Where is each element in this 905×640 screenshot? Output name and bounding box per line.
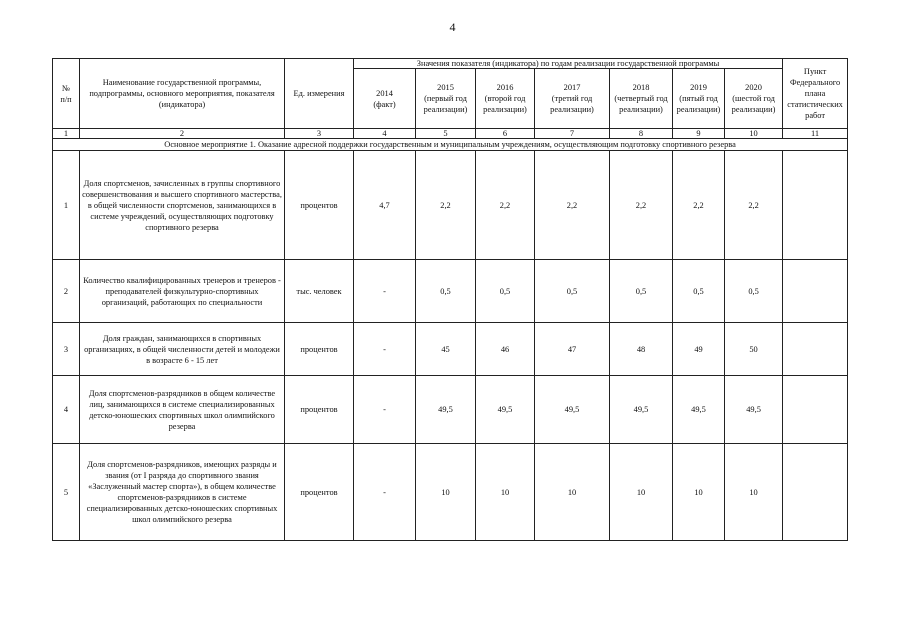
row-fed-plan [783, 151, 848, 260]
header-year: 2019 (пятый год реализации) [673, 69, 725, 129]
header-year: 2016 (второй год реализации) [476, 69, 535, 129]
row-value: 49,5 [535, 376, 610, 444]
header-year: 2018 (четвертый год реализации) [610, 69, 673, 129]
column-number: 7 [535, 129, 610, 139]
row-value: 2,2 [416, 151, 476, 260]
column-number: 11 [783, 129, 848, 139]
row-value: 49,5 [610, 376, 673, 444]
row-value: 0,5 [535, 260, 610, 323]
row-value: 50 [725, 323, 783, 376]
row-value: 49,5 [673, 376, 725, 444]
row-indicator-name: Доля спортсменов, зачисленных в группы спортивного совершенствования и высшего спортивного мастерства, в общей численности спортсменов, занимающихся в системе учреждений, осуществляющих подготовку спортивного резерва [80, 151, 285, 260]
row-value: 49 [673, 323, 725, 376]
row-num: 5 [53, 444, 80, 541]
row-value: 10 [535, 444, 610, 541]
column-number: 5 [416, 129, 476, 139]
column-number: 10 [725, 129, 783, 139]
row-fed-plan [783, 444, 848, 541]
table-row [53, 444, 848, 541]
row-num: 4 [53, 376, 80, 444]
header-year: 2015 (первый год реализации) [416, 69, 476, 129]
header-num: № п/п [53, 59, 80, 129]
header-year: 2014 (факт) [354, 69, 416, 129]
row-unit: процентов [285, 323, 354, 376]
row-num: 3 [53, 323, 80, 376]
row-value: 10 [416, 444, 476, 541]
row-value: 0,5 [610, 260, 673, 323]
row-num: 2 [53, 260, 80, 323]
row-value: - [354, 376, 416, 444]
table-row [53, 323, 848, 376]
row-value: 0,5 [673, 260, 725, 323]
row-unit: процентов [285, 376, 354, 444]
section-row [53, 139, 848, 151]
row-value: 46 [476, 323, 535, 376]
column-number: 2 [80, 129, 285, 139]
indicators-table [52, 58, 848, 541]
row-value: 10 [610, 444, 673, 541]
row-value: 0,5 [476, 260, 535, 323]
row-unit: тыс. человек [285, 260, 354, 323]
header-unit: Ед. измерения [285, 59, 354, 129]
row-unit: процентов [285, 444, 354, 541]
row-num: 1 [53, 151, 80, 260]
row-value: 2,2 [610, 151, 673, 260]
page-number: 4 [449, 20, 456, 34]
row-value: 47 [535, 323, 610, 376]
header-values-group: Значения показателя (индикатора) по годам реализации государственной программы [354, 59, 783, 69]
column-number: 4 [354, 129, 416, 139]
row-value: 4,7 [354, 151, 416, 260]
row-value: 2,2 [673, 151, 725, 260]
header-year: 2017 (третий год реализации) [535, 69, 610, 129]
column-number: 1 [53, 129, 80, 139]
row-value: 49,5 [416, 376, 476, 444]
row-indicator-name: Доля спортсменов-разрядников в общем количестве лиц, занимающихся в системе специализированных детско-юношеских спортивных школ олимпийского резерва [80, 376, 285, 444]
row-value: - [354, 323, 416, 376]
table-row [53, 260, 848, 323]
table-row [53, 376, 848, 444]
row-value: 0,5 [416, 260, 476, 323]
row-value: - [354, 444, 416, 541]
column-number: 3 [285, 129, 354, 139]
row-indicator-name: Доля спортсменов-разрядников, имеющих разряды и звания (от I разряда до спортивного звания «Заслуженный мастер спорта»), в общем количестве спортсменов-разрядников в системе специализированных детско-юношеских спортивных школ олимпийского резерва [80, 444, 285, 541]
row-value: 0,5 [725, 260, 783, 323]
section-title: Основное мероприятие 1. Оказание адресной поддержки государственным и муниципальным учреждениям, осуществляющим подготовку спортивного резерва [53, 139, 848, 151]
column-number: 9 [673, 129, 725, 139]
header-year: 2020 (шестой год реализации) [725, 69, 783, 129]
row-value: 10 [725, 444, 783, 541]
column-number: 8 [610, 129, 673, 139]
row-fed-plan [783, 260, 848, 323]
row-value: 10 [673, 444, 725, 541]
row-indicator-name: Доля граждан, занимающихся в спортивных организациях, в общей численности детей и молодежи в возрасте 6 - 15 лет [80, 323, 285, 376]
row-value: 49,5 [476, 376, 535, 444]
header-row-top [53, 59, 848, 69]
row-value: 2,2 [725, 151, 783, 260]
row-value: - [354, 260, 416, 323]
row-value: 2,2 [476, 151, 535, 260]
column-number: 6 [476, 129, 535, 139]
column-number-row [53, 129, 848, 139]
row-value: 2,2 [535, 151, 610, 260]
row-fed-plan [783, 376, 848, 444]
header-fed-plan: Пункт Федерального плана статистических работ [783, 59, 848, 129]
row-value: 45 [416, 323, 476, 376]
row-value: 10 [476, 444, 535, 541]
row-fed-plan [783, 323, 848, 376]
header-name: Наименование государственной программы, подпрограммы, основного мероприятия, показателя (индикатора) [80, 59, 285, 129]
table-row [53, 151, 848, 260]
row-value: 48 [610, 323, 673, 376]
row-unit: процентов [285, 151, 354, 260]
row-value: 49,5 [725, 376, 783, 444]
row-indicator-name: Количество квалифицированных тренеров и тренеров - преподавателей физкультурно-спортивных организаций, работающих по специальности [80, 260, 285, 323]
